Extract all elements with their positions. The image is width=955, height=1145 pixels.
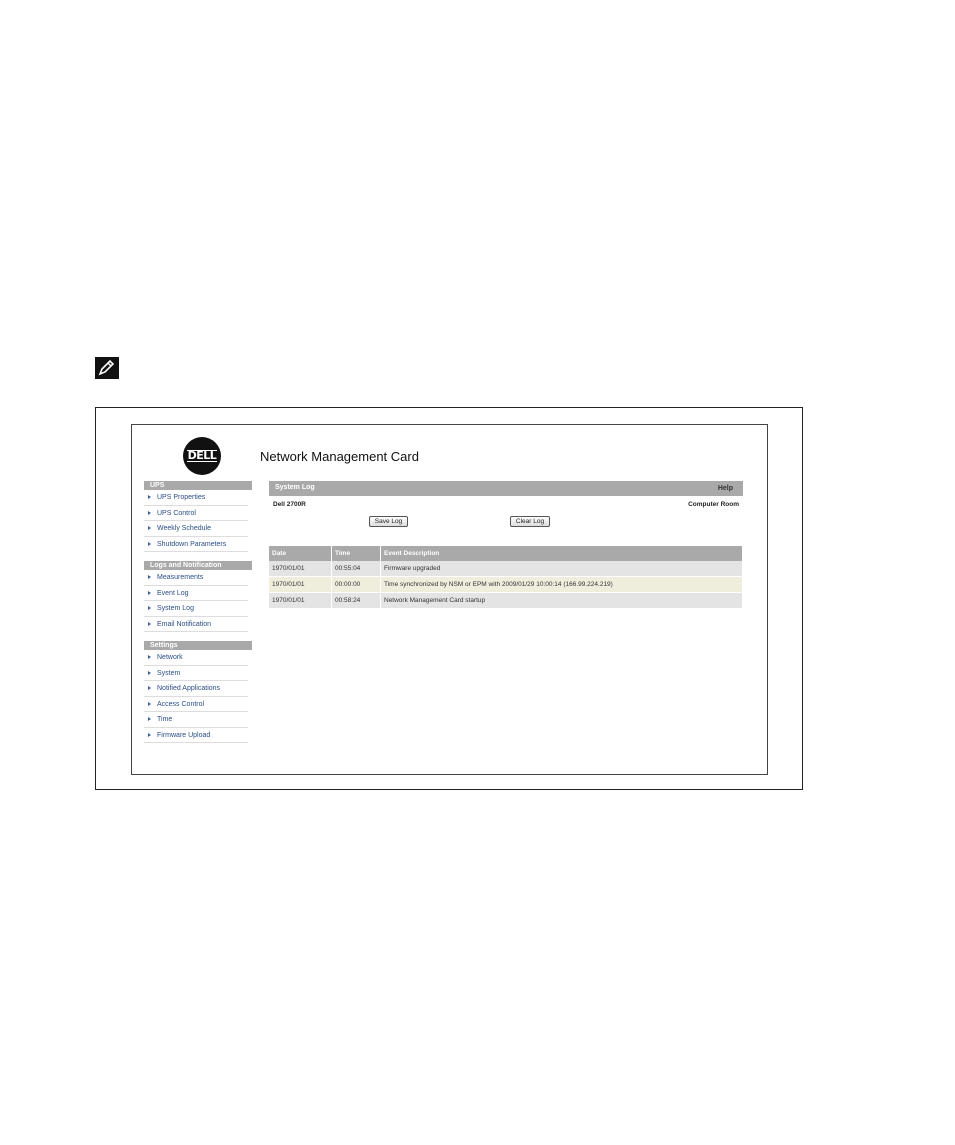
cell-time: 00:58:24 (332, 593, 381, 609)
sidebar-item-label: UPS Properties (157, 494, 206, 501)
arrow-right-icon (148, 526, 151, 530)
sidebar-item-measurements[interactable] (144, 570, 248, 586)
cell-event: Network Management Card startup (381, 593, 743, 609)
cell-date: 1970/01/01 (269, 593, 332, 609)
sidebar-item-network[interactable] (144, 650, 248, 666)
table-row (269, 593, 743, 609)
arrow-right-icon (148, 511, 151, 515)
save-log-button[interactable]: Save Log (369, 516, 408, 527)
sidebar-item-label: UPS Control (157, 509, 196, 517)
help-link[interactable]: Help (717, 485, 733, 492)
arrow-right-icon (148, 733, 151, 737)
panel-titlebar (269, 481, 743, 496)
sidebar-section-heading: UPS (144, 481, 252, 490)
arrow-right-icon (148, 606, 151, 610)
page-title: Network Management Card (260, 449, 419, 464)
sidebar-item-label: Access Control (157, 700, 205, 708)
column-header-event[interactable]: Event Description (381, 546, 743, 561)
device-location: Computer Room (688, 501, 739, 508)
cell-event: Time synchronized by NSM or EPM with 2009/01/29 10:00:14 (166.99.224.219) (381, 577, 743, 593)
sidebar-item-label: Shutdown Parameters (157, 540, 227, 548)
column-header-date[interactable]: Date (269, 546, 332, 561)
sidebar-item-event-log[interactable] (144, 586, 248, 602)
table-row (269, 561, 743, 577)
sidebar-item-label: Email Notification (157, 620, 212, 628)
table-header-row (269, 546, 743, 561)
sidebar-item-label: Notified Applications (157, 685, 221, 692)
sidebar-item-label: System (157, 669, 181, 677)
arrow-right-icon (148, 622, 151, 626)
sidebar-item-label: Event Log (157, 589, 189, 597)
sidebar-item-time[interactable] (144, 712, 248, 728)
cell-time: 00:00:00 (332, 577, 381, 593)
sidebar-item-system[interactable] (144, 666, 248, 682)
sidebar-item-shutdown-parameters[interactable] (144, 537, 248, 553)
sidebar-item-label: System Log (157, 605, 194, 612)
sidebar-item-label: Weekly Schedule (157, 525, 211, 532)
sidebar-section-heading: Logs and Notification (144, 561, 252, 570)
sidebar-item-access-control[interactable] (144, 697, 248, 713)
arrow-right-icon (148, 655, 151, 659)
device-name: Dell 2700R (273, 501, 306, 508)
clear-log-button[interactable]: Clear Log (510, 516, 550, 527)
column-header-time[interactable]: Time (332, 546, 381, 561)
arrow-right-icon (148, 542, 151, 546)
sidebar-item-email-notification[interactable] (144, 617, 248, 633)
cell-date: 1970/01/01 (269, 561, 332, 577)
sidebar-gap (144, 552, 252, 561)
note-icon (95, 357, 119, 379)
sidebar-item-label: Measurements (157, 574, 204, 581)
arrow-right-icon (148, 495, 151, 499)
sidebar-item-firmware-upload[interactable] (144, 728, 248, 744)
sidebar-item-ups-properties[interactable] (144, 490, 248, 506)
sidebar-item-notified-applications[interactable] (144, 681, 248, 697)
sidebar-item-label: Firmware Upload (157, 731, 211, 739)
sidebar-item-weekly-schedule[interactable] (144, 521, 248, 537)
sidebar-item-ups-control[interactable] (144, 506, 248, 522)
cell-time: 00:55:04 (332, 561, 381, 577)
main-panel (269, 481, 743, 511)
arrow-right-icon (148, 671, 151, 675)
panel-title: System Log (275, 484, 315, 491)
sidebar-gap (144, 632, 252, 641)
sidebar-section-heading: Settings (144, 641, 252, 650)
sidebar-item-label: Network (157, 654, 183, 661)
dell-logo: DELL (183, 437, 221, 475)
table-row (269, 577, 743, 593)
cell-event: Firmware upgraded (381, 561, 743, 577)
arrow-right-icon (148, 702, 151, 706)
arrow-right-icon (148, 575, 151, 579)
arrow-right-icon (148, 717, 151, 721)
sidebar (144, 481, 252, 743)
sidebar-item-label: Time (157, 716, 173, 723)
device-info-row (269, 496, 743, 511)
cell-date: 1970/01/01 (269, 577, 332, 593)
sidebar-item-system-log[interactable] (144, 601, 248, 617)
arrow-right-icon (148, 686, 151, 690)
log-table (269, 546, 743, 609)
arrow-right-icon (148, 591, 151, 595)
